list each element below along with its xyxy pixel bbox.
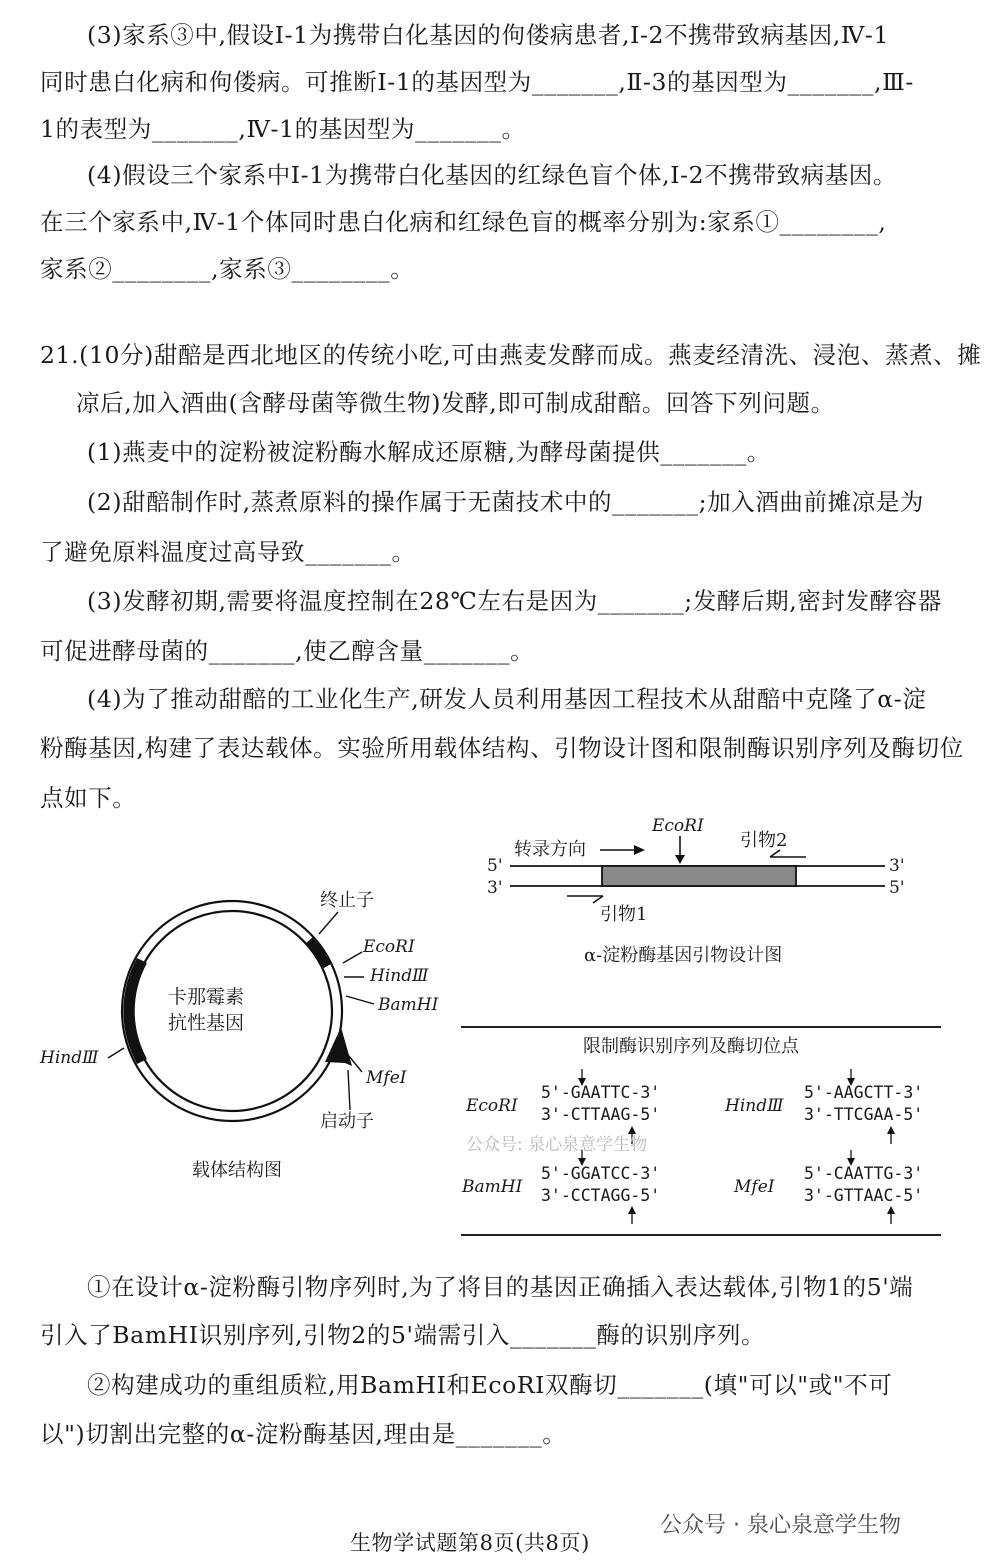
primer-ecori-label: EcoRⅠ	[652, 816, 704, 836]
vector-caption: 载体结构图	[192, 1160, 282, 1181]
enzyme-bottom-seq: 3'-GTTAAC-5'	[804, 1186, 924, 1205]
enzyme-name: EcoRⅠ	[466, 1096, 518, 1116]
dna-three-prime-bottom: 3'	[487, 878, 503, 898]
vector-ecori-label: EcoRⅠ	[363, 937, 415, 957]
enzyme-table-title: 限制酶识别序列及酶切位点	[583, 1036, 799, 1057]
dna-three-prime-top: 3'	[889, 856, 905, 876]
q21-part3-line1: (3)发酵初期,需要将温度控制在28℃左右是因为_______;发酵后期,密封发酵容器	[87, 587, 942, 615]
primer2-label: 引物2	[740, 830, 788, 851]
q20-part4-line1: (4)假设三个家系中Ⅰ-1为携带白化基因的红绿色盲个体,Ⅰ-2不携带致病基因。	[87, 161, 898, 189]
q20-part4-line3: 家系②________,家系③________。	[40, 255, 415, 283]
transcription-direction-label: 转录方向	[514, 839, 586, 860]
watermark-bottom: 公众号 · 泉心泉意学生物	[660, 1513, 901, 1538]
primer-caption: α-淀粉酶基因引物设计图	[584, 945, 783, 966]
vector-bamhi-label: BamHⅠ	[378, 995, 439, 1015]
enzyme-name: HindⅢ	[725, 1096, 784, 1116]
vector-hindiii-right-label: HindⅢ	[370, 966, 429, 986]
q21-stem-line1: 21.(10分)甜醅是西北地区的传统小吃,可由燕麦发酵而成。燕麦经清洗、浸泡、蒸煮、摊	[40, 341, 982, 369]
q21-sub1-line2: 引入了BamHⅠ识别序列,引物2的5'端需引入_______酶的识别序列。	[40, 1321, 766, 1349]
q20-part3-line1: (3)家系③中,假设Ⅰ-1为携带白化基因的佝偻病患者,Ⅰ-2不携带致病基因,Ⅳ-1	[87, 21, 890, 49]
promoter-label: 启动子	[320, 1111, 374, 1132]
enzyme-bottom-seq: 3'-TTCGAA-5'	[804, 1105, 924, 1124]
q20-part3-line2: 同时患白化病和佝偻病。可推断Ⅰ-1的基因型为_______,Ⅱ-3的基因型为_______,Ⅲ-	[40, 68, 914, 96]
enzyme-bottom-seq: 3'-CCTAGG-5'	[541, 1186, 661, 1205]
enzyme-top-seq: 5'-CAATTG-3'	[804, 1164, 924, 1183]
enzyme-top-seq: 5'-GGATCC-3'	[541, 1164, 661, 1183]
q21-sub1-line1: ①在设计α-淀粉酶引物序列时,为了将目的基因正确插入表达载体,引物1的5'端	[87, 1273, 914, 1301]
q21-part4-line1: (4)为了推动甜醅的工业化生产,研发人员利用基因工程技术从甜醅中克隆了α-淀	[87, 685, 927, 713]
enzyme-top-seq: 5'-GAATTC-3'	[541, 1083, 661, 1102]
q21-part2-line1: (2)甜醅制作时,蒸煮原料的操作属于无菌技术中的_______;加入酒曲前摊凉是为	[87, 488, 925, 516]
enzyme-top-seq: 5'-AAGCTT-3'	[804, 1083, 924, 1102]
q21-stem-line2: 凉后,加入酒曲(含酵母菌等微生物)发酵,即可制成甜醅。回答下列问题。	[76, 389, 835, 417]
table-bottom-rule	[461, 1234, 941, 1236]
q21-part1: (1)燕麦中的淀粉被淀粉酶水解成还原糖,为酵母菌提供_______。	[87, 438, 771, 466]
enzyme-bottom-seq: 3'-CTTAAG-5'	[541, 1105, 661, 1124]
primer1-label: 引物1	[600, 904, 648, 925]
enzyme-name: MfeⅠ	[734, 1177, 775, 1197]
kanamycin-label-line2: 抗性基因	[168, 1012, 245, 1034]
vector-hindiii-left-label: HindⅢ	[40, 1048, 99, 1068]
kanamycin-label-line1: 卡那霉素	[168, 986, 245, 1008]
watermark-middle: 公众号: 泉心泉意学生物	[466, 1135, 648, 1155]
q20-part4-line2: 在三个家系中,Ⅳ-1个体同时患白化病和红绿色盲的概率分别为:家系①________,	[40, 208, 887, 236]
q21-part4-line2: 粉酶基因,构建了表达载体。实验所用载体结构、引物设计图和限制酶识别序列及酶切位	[40, 734, 964, 762]
dna-five-prime-top: 5'	[487, 856, 503, 876]
page-footer: 生物学试题第8页(共8页)	[350, 1531, 590, 1555]
enzyme-name: BamHⅠ	[462, 1177, 523, 1197]
terminator-label: 终止子	[320, 890, 374, 911]
q21-part3-line2: 可促进酵母菌的_______,使乙醇含量_______。	[40, 637, 535, 665]
q21-part4-line3: 点如下。	[40, 784, 137, 812]
q21-sub2-line2: 以")切割出完整的α-淀粉酶基因,理由是_______。	[40, 1420, 567, 1448]
q21-part2-line2: 了避免原料温度过高导致_______。	[40, 538, 416, 566]
vector-mfei-label: MfeⅠ	[366, 1068, 407, 1088]
dna-five-prime-bottom: 5'	[889, 878, 905, 898]
q20-part3-line3: 1的表型为_______,Ⅳ-1的基因型为_______。	[40, 115, 526, 143]
q21-sub2-line1: ②构建成功的重组质粒,用BamHⅠ和EcoRⅠ双酶切_______(填"可以"或"不可	[87, 1371, 893, 1399]
